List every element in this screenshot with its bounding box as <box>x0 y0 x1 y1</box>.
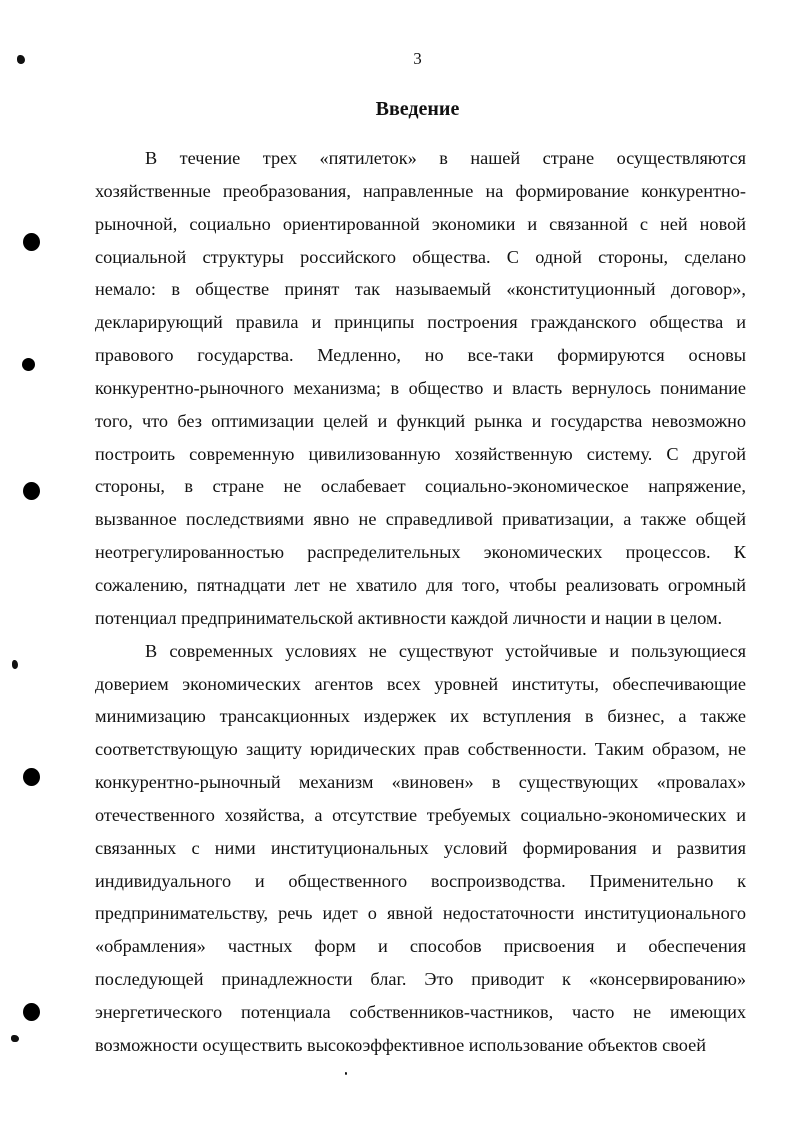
binder-hole-mark <box>22 358 35 371</box>
text-line: связанных с ними институциональных условий формирования и развития <box>95 837 746 858</box>
text-line: минимизацию трансакционных издержек их вступления в бизнес, а также <box>95 706 746 727</box>
binder-hole-mark <box>23 233 40 251</box>
text-line: энергетического потенциала собственников-частников, часто не имеющих <box>95 1001 746 1022</box>
text-line: индивидуального и общественного воспроизводства. Применительно к <box>95 870 746 891</box>
text-line: последующей принадлежности благ. Это приводит к «консервированию» <box>95 969 746 990</box>
text-line: доверием экономических агентов всех уровней институты, обеспечивающие <box>95 673 746 694</box>
text-line: предпринимательству, речь идет о явной недостаточности институционального <box>95 903 746 924</box>
scan-speck <box>17 55 25 64</box>
text-line: рыночной, социально ориентированной экономики и связанной с ней новой <box>95 213 746 234</box>
scan-speck <box>345 1072 347 1075</box>
text-line: потенциал предпринимательской активности каждой личности и нации в целом. <box>95 607 723 628</box>
text-line: построить современную цивилизованную хозяйственную систему. С другой <box>95 443 746 464</box>
text-line: В современных условиях не существуют устойчивые и пользующиеся <box>145 640 746 661</box>
text-line: того, что без оптимизации целей и функций рынка и государства невозможно <box>95 410 746 431</box>
text-line: соответствующую защиту юридических прав собственности. Таким образом, не <box>95 739 746 760</box>
text-line: конкурентно-рыночный механизм «виновен» в существующих «провалах» <box>95 772 746 793</box>
text-line: немало: в обществе принят так называемый «конституционный договор», <box>95 279 746 300</box>
section-title: Введение <box>375 98 460 120</box>
text-line: неотрегулированностью распределительных экономических процессов. К <box>95 542 746 563</box>
text-line: хозяйственные преобразования, направленные на формирование конкурентно- <box>95 180 746 201</box>
document-body <box>95 145 746 1065</box>
text-line: отечественного хозяйства, а отсутствие требуемых социально-экономических и <box>95 804 746 825</box>
text-line: сожалению, пятнадцати лет не хватило для того, чтобы реализовать огромный <box>95 574 746 595</box>
scan-speck <box>12 660 18 669</box>
text-line: вызванное последствиями явно не справедливой приватизации, а также общей <box>95 509 746 530</box>
binder-hole-mark <box>23 1003 40 1021</box>
page-number: 3 <box>413 49 422 68</box>
text-line: «обрамления» частных форм и способов присвоения и обеспечения <box>95 936 746 957</box>
text-line: декларирующий правила и принципы построения гражданского общества и <box>95 312 746 333</box>
text-line: социальной структуры российского общества. С одной стороны, сделано <box>95 246 746 267</box>
text-line: стороны, в стране не ослабевает социально-экономическое напряжение, <box>95 476 746 497</box>
text-line: В течение трех «пятилеток» в нашей стране осуществляются <box>145 148 746 168</box>
text-line: правового государства. Медленно, но все-таки формируются основы <box>95 345 746 366</box>
text-line: возможности осуществить высокоэффективное использование объектов своей <box>95 1034 707 1055</box>
scan-speck <box>11 1035 19 1042</box>
binder-hole-mark <box>23 768 40 786</box>
binder-hole-mark <box>23 482 40 500</box>
text-line: конкурентно-рыночного механизма; в общество и власть вернулось понимание <box>95 377 746 398</box>
